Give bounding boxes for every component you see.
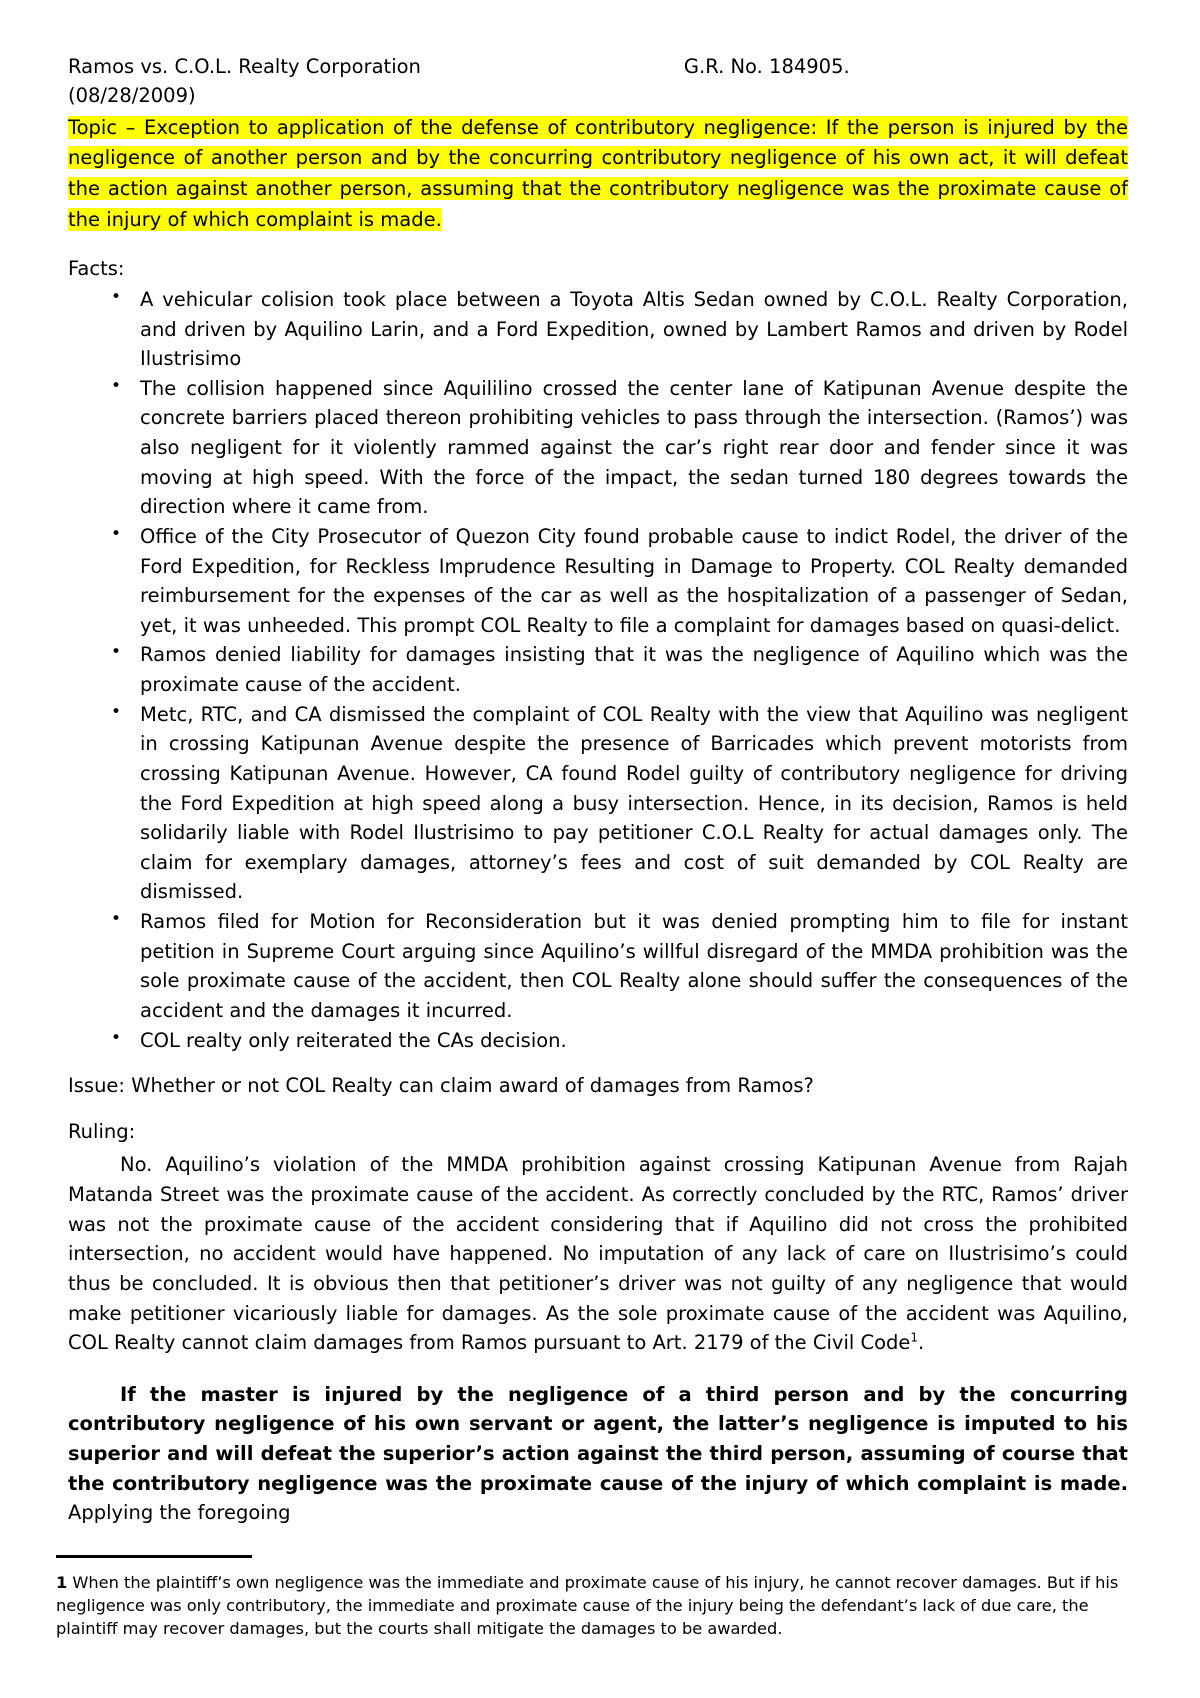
document-body [68,52,1128,1528]
facts-list [68,285,1128,1055]
issue-paragraph: Issue: Whether or not COL Realty can claim award of damages from Ramos? [68,1074,814,1098]
ruling-label: Ruling: [68,1119,136,1143]
case-date: (08/28/2009) [68,84,196,108]
document-header [68,52,1128,81]
quoted-doctrine-trailing: Applying the foregoing [68,1501,291,1525]
list-item: • Ramos denied liability for damages insisting that it was the negligence of Aquilino which was the proximate cause of the accident. [68,640,1128,699]
footnote-number: 1 [56,1573,68,1592]
footnote-area [56,1555,1128,1640]
quoted-doctrine-paragraph [68,1380,1128,1528]
quoted-doctrine-bold: If the master is injured by the negligence of a third person and by the concurring contributory negligence of his own servant or agent, the latter’s negligence is imputed to his superior and will defeat the superior’s action against the third person, assuming of course that the contributory negligence was the proximate cause of the injury of which complaint is made. [68,1382,1128,1495]
footnote-body: When the plaintiff’s own negligence was the immediate and proximate cause of his injury, he cannot recover damages. But if his negligence was only contributory, the immediate and proximate cause of the injury being the defendant’s lack of due care, the plaintiff may recover damages, but the courts shall mitigate the damages to be awarded. [56,1573,1119,1638]
ruling-text-tail: . [918,1331,925,1355]
case-title: Ramos vs. C.O.L. Realty Corporation [68,55,421,78]
footnote-reference[interactable]: 1 [910,1330,919,1345]
list-item: • A vehicular colision took place between a Toyota Altis Sedan owned by C.O.L. Realty Corporation, and driven by Aquilino Larin, and a Ford Expedition, owned by Lambert Ramos and driven by Rodel Ilustrisimo [68,285,1128,374]
footnote [56,1571,1128,1640]
facts-label: Facts: [68,256,125,280]
ruling-paragraph [68,1150,1128,1357]
list-item: • Ramos filed for Motion for Reconsideration but it was denied prompting him to file for instant petition in Supreme Court arguing since Aquilino’s willful disregard of the MMDA prohibition was the sole proximate cause of the accident, then COL Realty alone should suffer the consequences of the accident and the damages it incurred. [68,907,1128,1026]
list-item: • The collision happened since Aquililino crossed the center lane of Katipunan Avenue despite the concrete barriers placed thereon prohibiting vehicles to pass through the intersection. (Ramos’) was also negligent for it violently rammed against the car’s right rear door and fender since it was moving at high speed. With the force of the impact, the sedan turned 180 degrees towards the direction where it came from. [68,374,1128,522]
footnote-separator [56,1555,252,1558]
topic-paragraph [68,113,1128,236]
list-item: • COL realty only reiterated the CAs decision. [68,1026,1128,1056]
gr-number: G.R. No. 184905. [683,55,850,78]
topic-highlight: Topic – Exception to application of the defense of contributory negligence: If the person is injured by the negligence of another person and by the concurring contributory negligence of his own act, it will defeat the action against another person, assuming that the contributory negligence was the proximate cause of the injury of which complaint is made. [68,115,1128,231]
list-item: • Metc, RTC, and CA dismissed the complaint of COL Realty with the view that Aquilino was negligent in crossing Katipunan Avenue despite the presence of Barricades which prevent motorists from crossing Katipunan Avenue. However, CA found Rodel guilty of contributory negligence for driving the Ford Expedition at high speed along a busy intersection. Hence, in its decision, Ramos is held solidarily liable with Rodel Ilustrisimo to pay petitioner C.O.L Realty for actual damages only. The claim for exemplary damages, attorney’s fees and cost of suit demanded by COL Realty are dismissed. [68,700,1128,907]
list-item: • Office of the City Prosecutor of Quezon City found probable cause to indict Rodel, the driver of the Ford Expedition, for Reckless Imprudence Resulting in Damage to Property. COL Realty demanded reimbursement for the expenses of the car as well as the hospitalization of a passenger of Sedan, yet, it was unheeded. This prompt COL Realty to file a complaint for damages based on quasi-delict. [68,522,1128,641]
ruling-text: No. Aquilino’s violation of the MMDA prohibition against crossing Katipunan Avenue from Rajah Matanda Street was the proximate cause of the accident. As correctly concluded by the RTC, Ramos’ driver was not the proximate cause of the accident considering that if Aquilino did not cross the prohibited intersection, no accident would have happened. No imputation of any lack of care on Ilustrisimo’s could thus be concluded. It is obvious then that petitioner’s driver was not guilty of any negligence that would make petitioner vicariously liable for damages. As the sole proximate cause of the accident was Aquilino, COL Realty cannot claim damages from Ramos pursuant to Art. 2179 of the Civil Code [68,1153,1128,1355]
